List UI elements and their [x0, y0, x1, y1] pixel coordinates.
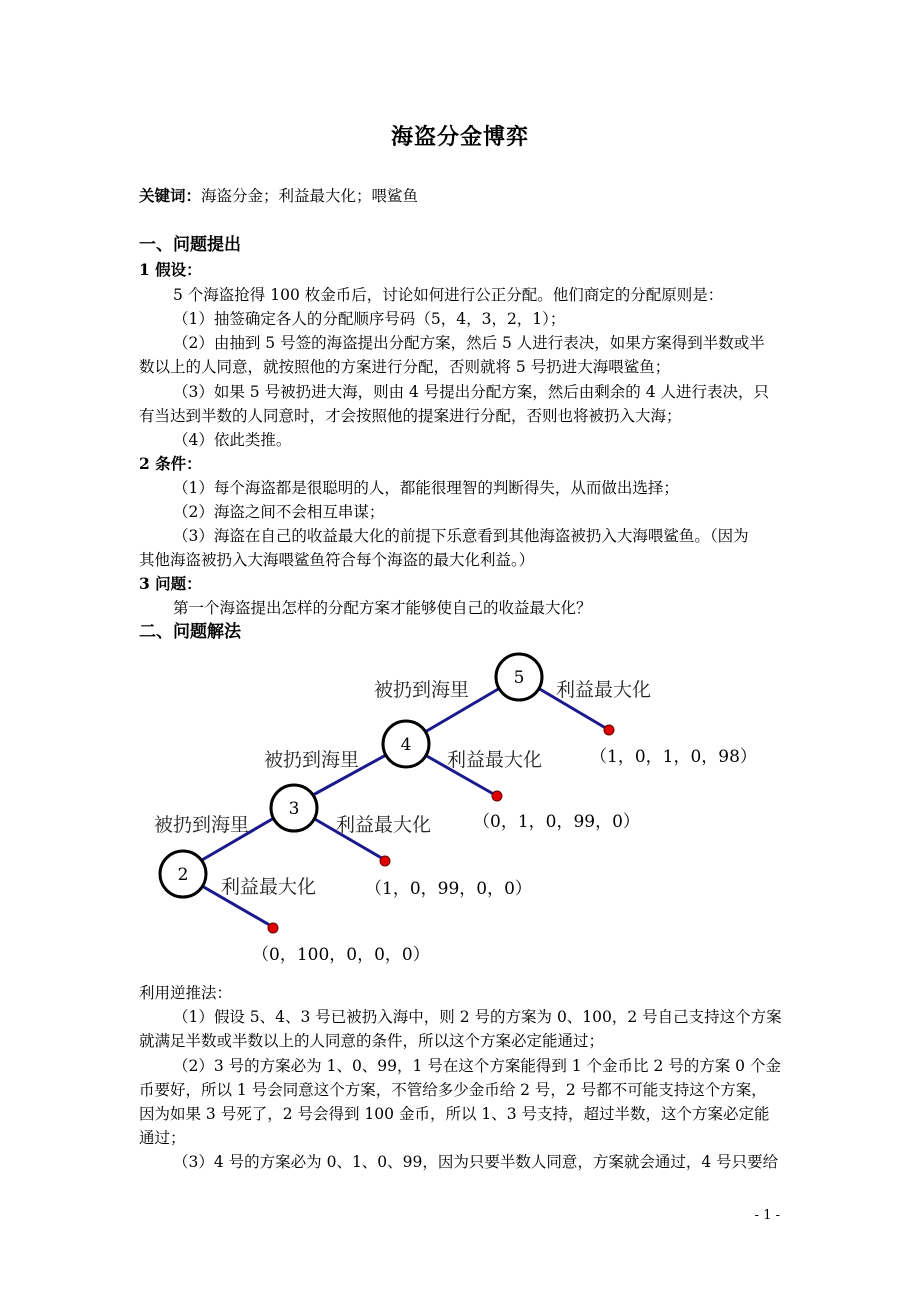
- assume-intro: 5 个海盗抢得 100 枚金币后，讨论如何进行公正分配。他们商定的分配原则是：: [173, 286, 724, 304]
- payoff-4: （0，1，0，99，0）: [473, 812, 640, 832]
- maximize-label-2: 利益最大化: [221, 876, 317, 898]
- step-3-line1: （3）4 号的方案必为 0、1、0、99，因为只要半数人同意，方案就会通过，4 号只要给: [173, 1153, 779, 1171]
- assume-item-4: （4）依此类推。: [173, 431, 292, 449]
- step-2-line2: 币要好，所以 1 号会同意这个方案，不管给多少金币给 2 号，2 号都不可能支持这个方案，: [139, 1081, 767, 1099]
- assume-item-2-line1: （2）由抽到 5 号签的海盗提出分配方案，然后 5 人进行表决，如果方案得到半数或半: [173, 334, 765, 352]
- condition-heading: 2 条件：: [139, 454, 202, 473]
- assume-item-3-line2: 有当达到半数的人同意时，才会按照他的提案进行分配，否则也将被扔入大海；: [139, 407, 682, 425]
- maximize-label-5: 利益最大化: [556, 679, 652, 701]
- keywords-line: [139, 184, 784, 208]
- condition-item-3-line2: 其他海盗被扔入大海喂鲨鱼符合每个海盗的最大化利益。）: [139, 551, 535, 569]
- step-1-line2: 就满足半数或半数以上的人同意的条件，所以这个方案必定能通过；: [139, 1032, 605, 1050]
- assume-item-2-line2: 数以上的人同意，就按照他的方案进行分配，否则就将 5 号扔进大海喂鲨鱼；: [139, 358, 671, 376]
- method-heading: 利用逆推法：: [139, 984, 233, 1002]
- thrown-label-5: 被扔到海里: [374, 679, 470, 701]
- assume-heading: 1 假设：: [139, 260, 202, 279]
- condition-item-1: （1）每个海盗都是很聪明的人，都能很理智的判断得失，从而做出选择；: [173, 479, 679, 497]
- payoff-3: （1，0，99，0，0）: [365, 879, 532, 899]
- thrown-label-4: 被扔到海里: [264, 749, 360, 771]
- payoff-5: （1，0，1，0，98）: [590, 747, 757, 767]
- leaf-dot-4: [492, 791, 502, 801]
- game-tree-diagram: [0, 640, 920, 980]
- keywords-label: 关键词：: [139, 186, 202, 205]
- step-2-line4: 通过；: [139, 1129, 186, 1147]
- node-5-label: 5: [513, 668, 525, 688]
- leaf-dot-5: [604, 725, 614, 735]
- page-title: 海盗分金博弈: [390, 124, 529, 150]
- step-2-line3: 因为如果 3 号死了，2 号会得到 100 金币，所以 1、3 号支持，超过半数，这个方案必定能: [139, 1105, 770, 1123]
- assume-item-1: （1）抽签确定各人的分配顺序号码（5，4，3，2，1）；: [173, 310, 566, 328]
- step-2-line1: （2）3 号的方案必为 1、0、99，1 号在这个方案能得到 1 个金币比 2 号的方案 0 个金: [173, 1057, 781, 1075]
- page-number: - 1 -: [754, 1208, 780, 1223]
- leaf-dot-3: [380, 856, 390, 866]
- node-4-label: 4: [400, 735, 412, 755]
- step-1-line1: （1）假设 5、4、3 号已被扔入海中，则 2 号的方案为 0、100，2 号自己支持这个方案: [173, 1008, 782, 1026]
- node-2-label: 2: [177, 865, 189, 885]
- question-text: 第一个海盗提出怎样的分配方案才能够使自己的收益最大化？: [173, 599, 592, 617]
- question-heading: 3 问题：: [139, 574, 202, 593]
- section-heading-2: 二、问题解法: [139, 622, 241, 642]
- keywords-text: 海盗分金；利益最大化；喂鲨鱼: [201, 187, 419, 205]
- payoff-2: （0，100，0，0，0）: [252, 945, 430, 965]
- leaf-dot-2: [268, 923, 278, 933]
- section-heading-1: 一、问题提出: [139, 235, 241, 255]
- node-3-label: 3: [288, 799, 300, 819]
- condition-item-2: （2）海盗之间不会相互串谋；: [173, 503, 385, 521]
- maximize-label-4: 利益最大化: [447, 749, 543, 771]
- thrown-label-3: 被扔到海里: [154, 814, 250, 836]
- maximize-label-3: 利益最大化: [336, 814, 432, 836]
- assume-item-3-line1: （3）如果 5 号被扔进大海，则由 4 号提出分配方案，然后由剩余的 4 人进行表决，只: [173, 383, 770, 401]
- condition-item-3-line1: （3）海盗在自己的收益最大化的前提下乐意看到其他海盗被扔入大海喂鲨鱼。（因为: [173, 527, 749, 545]
